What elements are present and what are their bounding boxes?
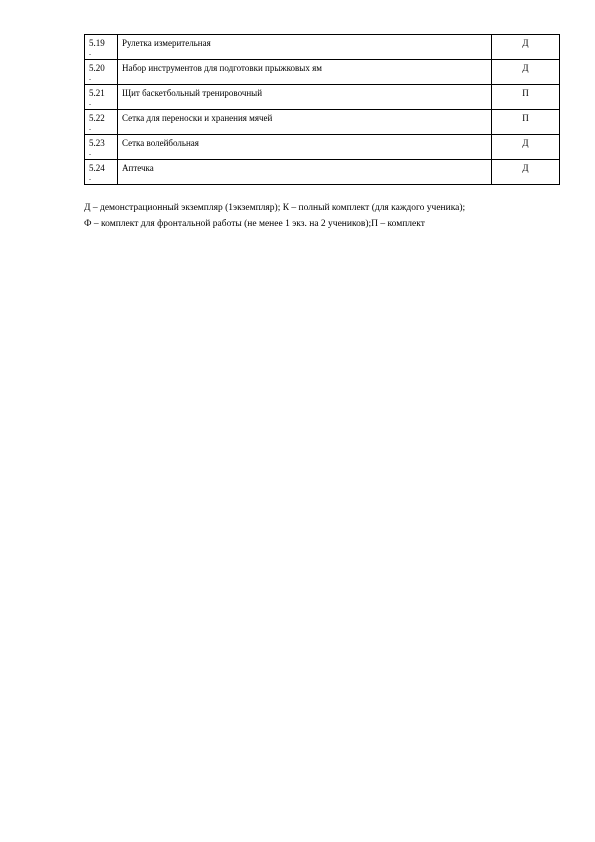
row-number: 5.24	[89, 163, 105, 173]
row-number-cell	[85, 160, 118, 185]
equipment-table	[84, 34, 560, 185]
legend-line-1: Д – демонстрационный экземпляр (1экземпляр); К – полный комплект (для каждого ученика);	[84, 203, 466, 213]
row-number-dot: .	[89, 48, 91, 57]
row-number-dot: .	[89, 123, 91, 132]
row-number-cell	[85, 85, 118, 110]
item-type: П	[492, 85, 560, 110]
row-number-cell	[85, 135, 118, 160]
item-name: Аптечка	[118, 160, 492, 185]
legend-line-2: Ф – комплект для фронтальной работы (не менее 1 экз. на 2 учеников);П – комплект	[84, 219, 425, 229]
item-type: Д	[492, 160, 560, 185]
row-number-dot: .	[89, 148, 91, 157]
row-number-cell	[85, 60, 118, 85]
table-row	[85, 160, 560, 185]
row-number-cell	[85, 110, 118, 135]
item-name: Сетка волейбольная	[118, 135, 492, 160]
item-type: Д	[492, 60, 560, 85]
table-row	[85, 135, 560, 160]
item-type: П	[492, 110, 560, 135]
row-number: 5.23	[89, 138, 105, 148]
item-name: Щит баскетбольный тренировочный	[118, 85, 492, 110]
legend-note	[84, 200, 564, 232]
row-number-dot: .	[89, 73, 91, 82]
item-name: Рулетка измерительная	[118, 35, 492, 60]
row-number-dot: .	[89, 173, 91, 182]
row-number-cell	[85, 35, 118, 60]
row-number: 5.19	[89, 38, 105, 48]
table-row	[85, 85, 560, 110]
row-number: 5.22	[89, 113, 105, 123]
row-number-dot: .	[89, 98, 91, 107]
item-name: Набор инструментов для подготовки прыжковых ям	[118, 60, 492, 85]
item-type: Д	[492, 135, 560, 160]
item-name: Сетка для переноски и хранения мячей	[118, 110, 492, 135]
table-row	[85, 110, 560, 135]
row-number: 5.20	[89, 63, 105, 73]
table-row	[85, 60, 560, 85]
table-row	[85, 35, 560, 60]
item-type: Д	[492, 35, 560, 60]
row-number: 5.21	[89, 88, 105, 98]
